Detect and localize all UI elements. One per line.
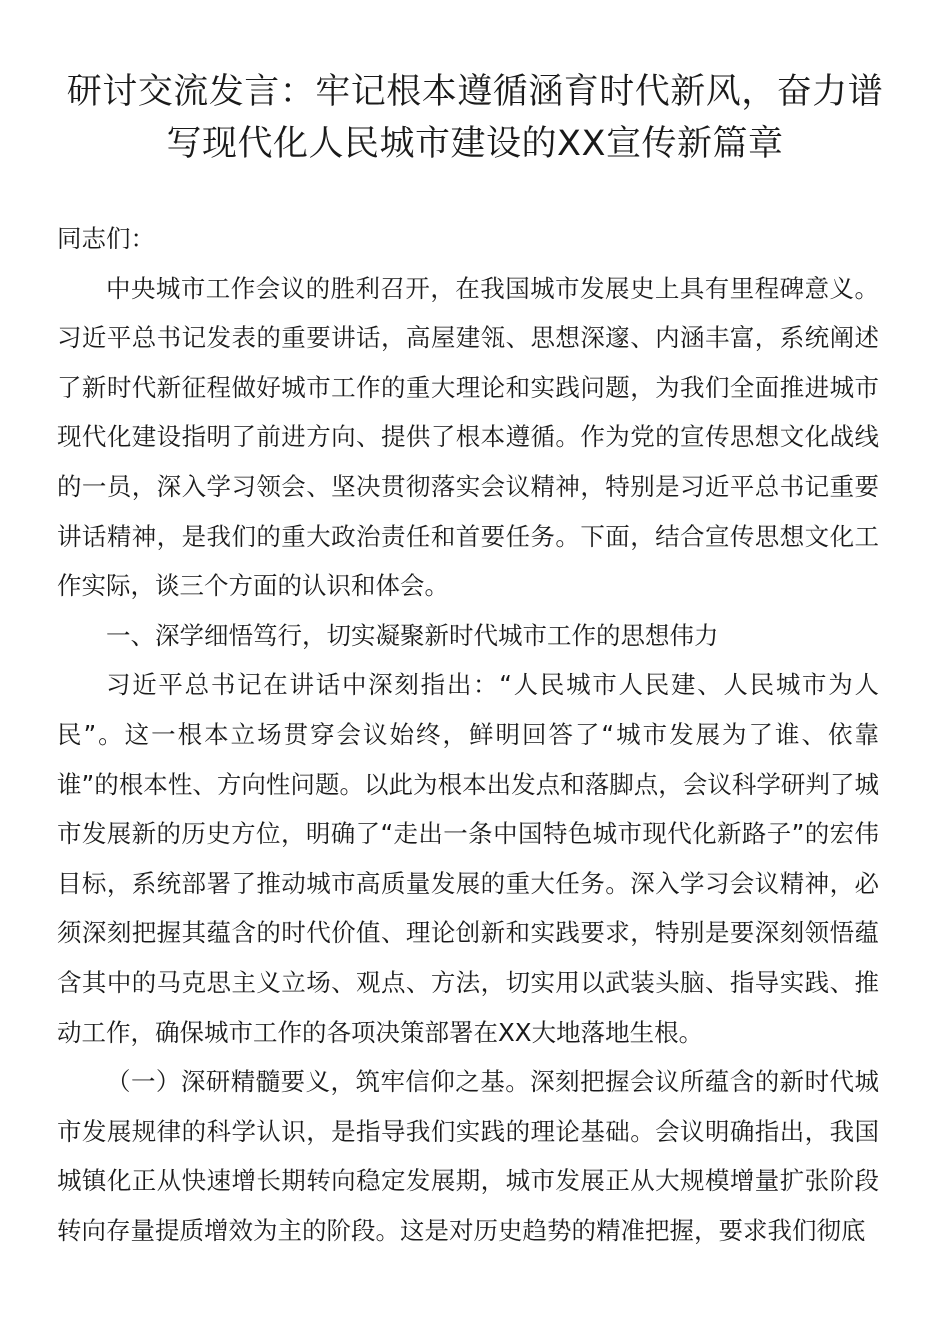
title-line-1: 研讨交流发言：牢记根本遵循涵育时代新风，奋力谱	[66, 72, 884, 112]
title-line-2: 写现代化人民城市建设的XX宣传新篇章	[166, 124, 784, 164]
section-heading-1: 一、深学细悟笃行，切实凝聚新时代城市工作的思想伟力	[106, 620, 719, 650]
paragraph-subsection-1: （一）深研精髓要义，筑牢信仰之基。深刻把握会议所蕴含的新时代城市发展规律的科学认识，是指导我们实践的理论基础。会议明确指出，我国城镇化正从快速增长期转向稳定发展期，城市发展正从大规模增量扩张阶段转向存量提质增效为主的阶段。这是对历史趋势的精准把握，要求我们彻底	[57, 1067, 879, 1245]
paragraph-intro: 中央城市工作会议的胜利召开，在我国城市发展史上具有里程碑意义。习近平总书记发表的重要讲话，高屋建瓴、思想深邃、内涵丰富，系统阐述了新时代新征程做好城市工作的重大理论和实践问题，为我们全面推进城市现代化建设指明了前进方向、提供了根本遵循。作为党的宣传思想文化战线的一员，深入学习领会、坚决贯彻落实会议精神，特别是习近平总书记重要讲话精神，是我们的重大政治责任和首要任务。下面，结合宣传思想文化工作实际，谈三个方面的认识和体会。	[57, 273, 879, 601]
document-title	[55, 66, 895, 170]
paragraph-section-1: 习近平总书记在讲话中深刻指出：“人民城市人民建、人民城市为人民”。这一根本立场贯穿会议始终，鲜明回答了“城市发展为了谁、依靠谁”的根本性、方向性问题。以此为根本出发点和落脚点，会议科学研判了城市发展新的历史方位，明确了“走出一条中国特色城市现代化新路子”的宏伟目标，系统部署了推动城市高质量发展的重大任务。深入学习会议精神，必须深刻把握其蕴含的时代价值、理论创新和实践要求，特别是要深刻领悟蕴含其中的马克思主义立场、观点、方法，切实用以武装头脑、指导实践、推动工作，确保城市工作的各项决策部署在XX大地落地生根。	[57, 670, 879, 1047]
salutation: 同志们：	[57, 224, 155, 253]
document-body	[57, 214, 879, 1255]
